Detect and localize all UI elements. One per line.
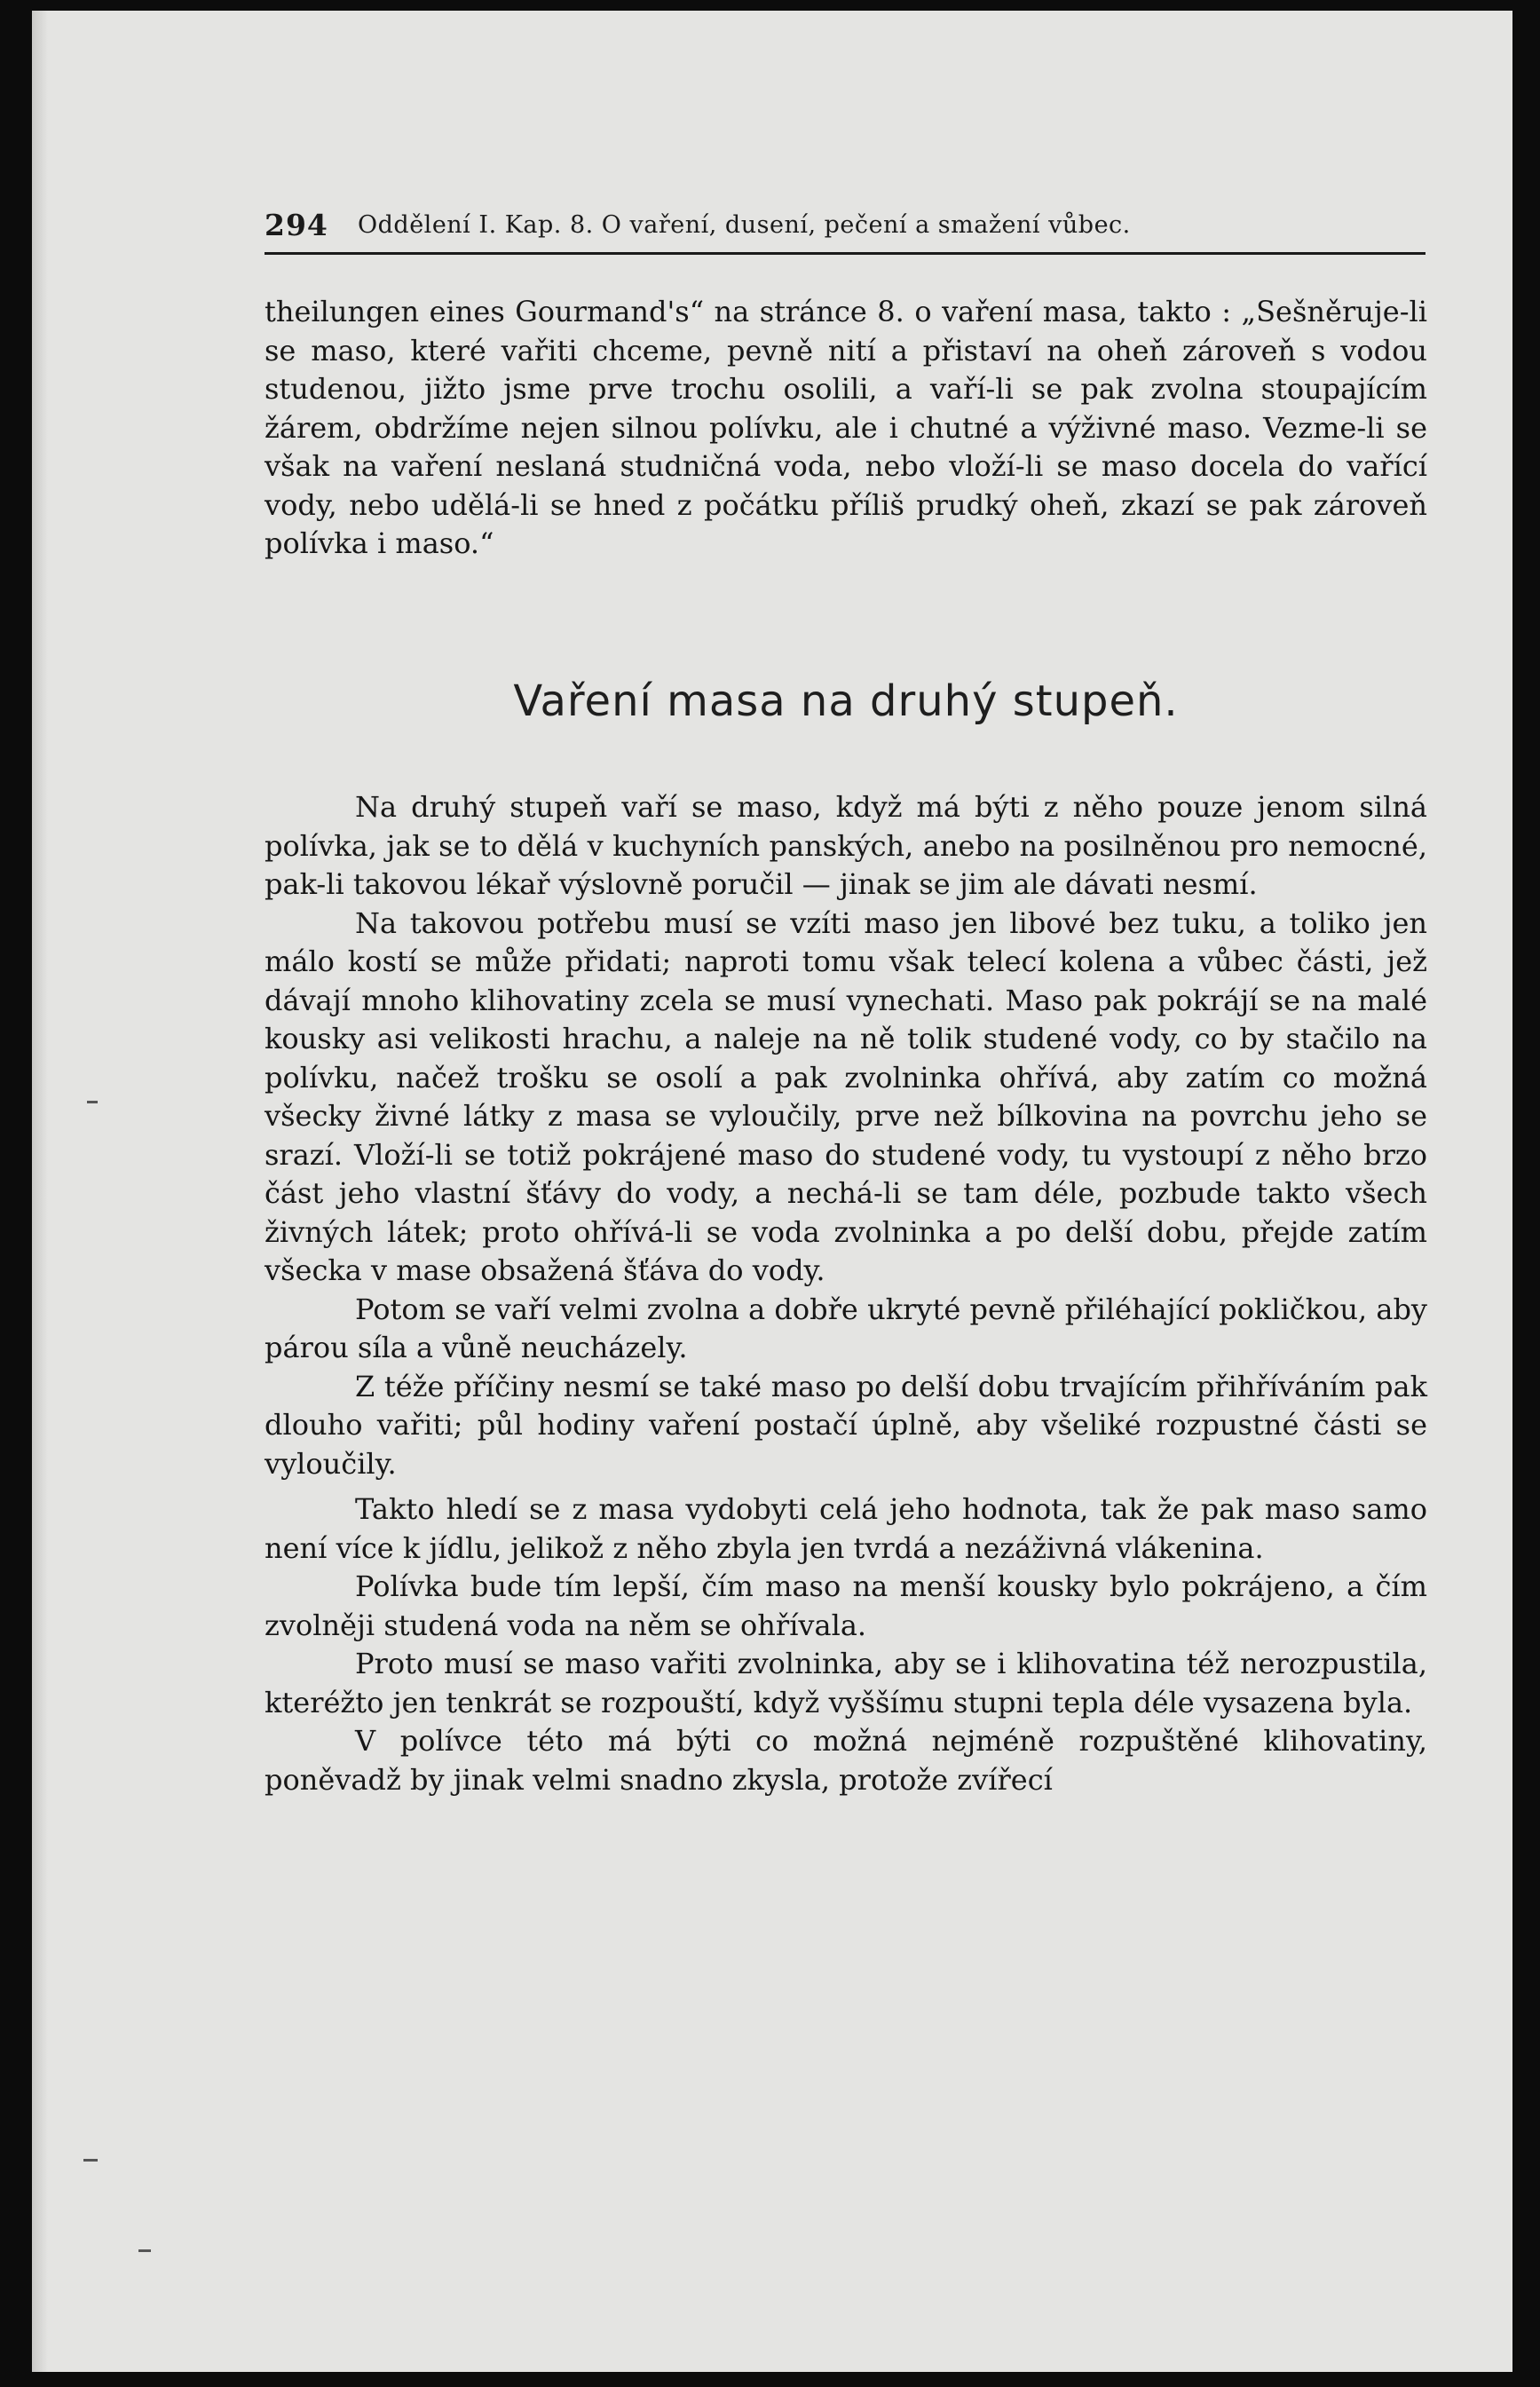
paragraph-7: Proto musí se maso vařiti zvolninka, aby se i klihovatina též nerozpustila, kteréžto jen tenkrát se rozpouští, když vyššímu stupni tepla déle vysazena byla. xyxy=(265,1647,1427,1719)
section-title: Vaření masa na druhý stupeň. xyxy=(513,676,1179,726)
margin-speck xyxy=(87,1101,98,1103)
margin-speck xyxy=(83,2159,98,2162)
paragraph-3: Potom se vaří velmi zvolna a dobře ukryté pevně přiléhající pokličkou, aby párou síla a vůně neucházely. xyxy=(265,1292,1427,1364)
paragraph-6: Polívka bude tím lepší, čím maso na menší kousky bylo pokrájeno, a čím zvolněji studená voda na něm se ohřívala. xyxy=(265,1569,1427,1642)
paragraph-1: Na druhý stupeň vaří se maso, když má býti z něho pouze jenom silná polívka, jak se to dělá v kuchyních panských, anebo na posilněnou pro nemocné, pak-li takovou lékař výslovně poručil — jinak se jim ale dávati nesmí. xyxy=(265,790,1427,901)
intro-text xyxy=(265,293,1427,564)
paragraph-8: V polívce této má býti co možná nejméně rozpuštěné klihovatiny, poněvadž by jinak velmi snadno zkysla, protože zvířecí xyxy=(265,1724,1427,1797)
body-text xyxy=(265,788,1427,1799)
book-page xyxy=(32,11,1512,2372)
paragraph-4: Z téže příčiny nesmí se také maso po delší dobu trvajícím přihříváním pak dlouho vařiti; půl hodiny vaření postačí úplně, aby všeliké rozpustné části se vyloučily. xyxy=(265,1369,1427,1481)
paragraph-2: Na takovou potřebu musí se vzíti maso jen libové bez tuku, a toliko jen málo kostí se může přidati; naproti tomu však telecí kolena a vůbec části, jež dávají mnoho klihovatiny zcela se musí vynechati. Maso pak pokrájí se na malé kousky asi velikosti hrachu, a naleje na ně tolik studené vody, co by stačilo na polívku, načež trošku se osolí a pak zvolninka ohřívá, aby zatím co možná všecky živné látky z masa se vyloučily, prve než bílkovina na povrchu jeho se srazí. Vloží-li se totiž pokrájené maso do studené vody, tu vystoupí z něho brzo část jeho vlastní šťávy do vody, a nechá-li se tam déle, pozbude takto všech živných látek; proto ohřívá-li se voda zvolninka a po delší dobu, přejde zatím všecka v mase obsažená šťáva do vody. xyxy=(265,905,1427,1287)
running-head: Oddělení I. Kap. 8. O vaření, dusení, pečení a smažení vůbec. xyxy=(358,211,1131,239)
intro-paragraph: theilungen eines Gourmand's“ na stránce 8. o vaření masa, takto : „Sešněruje-li se maso, které vařiti chceme, pevně nití a přistaví na oheň zároveň s vodou studenou, jižto jsme prve trochu osolili, a vaří-li se pak zvolna stoupajícím žárem, obdržíme nejen silnou polívku, ale i chutné a výživné maso. Vezme-li se však na vaření neslaná studničná voda, nebo vloží-li se maso docela do vařící vody, nebo udělá-li se hned z počátku příliš prudký oheň, zkazí se pak zároveň polívka i maso.“ xyxy=(265,295,1427,560)
page-header xyxy=(265,208,1425,255)
page-number: 294 xyxy=(265,208,328,242)
margin-speck xyxy=(138,2249,151,2252)
page-edge-shadow xyxy=(32,11,48,2372)
paragraph-5: Takto hledí se z masa vydobyti celá jeho hodnota, tak že pak maso samo není více k jídlu, jelikož z něho zbyla jen tvrdá a nezáživná vlákenina. xyxy=(265,1492,1427,1565)
